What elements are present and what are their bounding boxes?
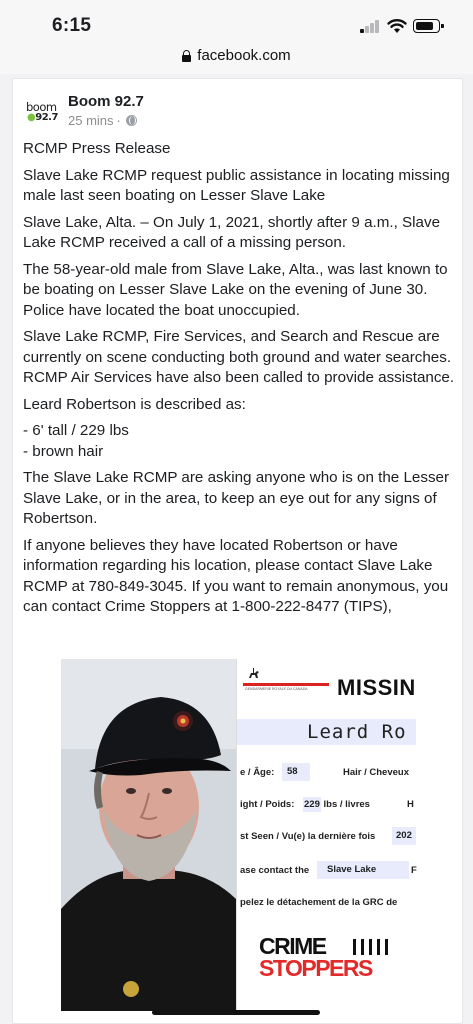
poster-contact-extra: F (411, 865, 417, 876)
post-paragraph: Slave Lake RCMP, Fire Services, and Search and Rescue are currently on scene conducting both ground and water searches. RCMP Air Services have also been called to provide assistance. (23, 328, 455, 386)
post-paragraph: If anyone believes they have located Robertson or have information regarding his location, please contact Slave Lake RCMP at 780-849-3045. If you want to remain anonymous, you can contact Crime Stoppers at 1-800-222-8477 (TIPS), (23, 536, 449, 615)
poster-weight-label: ight / Poids: (240, 799, 295, 810)
poster-last-seen-value: 202 (392, 827, 416, 845)
poster-title: MISSIN (337, 675, 416, 700)
poster-hair-label: Hair / Cheveux (343, 767, 409, 778)
globe-icon (126, 115, 137, 126)
poster-contact-value: Slave Lake (317, 861, 409, 879)
poster-name: Leard Ro (307, 721, 407, 743)
post-paragraph: Leard Robertson is described as: (23, 395, 246, 413)
crime-stoppers-logo-top: CRIME (259, 933, 326, 959)
page-name-link[interactable]: Boom 92.7 (68, 93, 144, 110)
post-paragraph: The 58-year-old male from Slave Lake, Alta., was last known to be boating on Lesser Slave Lake on the evening of June 30. Police have located the boat unoccupied. (23, 260, 448, 319)
post-paragraph: The Slave Lake RCMP are asking anyone who is on the Lesser Slave Lake, or in the area, to keep an eye out for any signs of Robertson. (23, 469, 450, 527)
missing-poster (236, 659, 415, 1011)
poster-age-label: e / Âge: (240, 767, 275, 778)
poster-contact-label: ase contact the (240, 865, 310, 876)
cellular-signal-icon (360, 20, 380, 33)
poster-weight-field (303, 799, 370, 810)
status-time: 6:15 (52, 15, 92, 36)
poster-name-band (237, 719, 416, 745)
poster-weight-value: 229 (304, 799, 320, 810)
avatar-logo-word: boom (26, 100, 57, 114)
crime-stoppers-bars-icon (349, 939, 393, 955)
post-paragraph: Slave Lake RCMP request public assistance in locating missing male last seen boating on Lesser Slave Lake (23, 166, 450, 204)
post-image[interactable] (61, 659, 415, 1011)
poster-last-seen-label: st Seen / Vu(e) la dernière fois (240, 831, 376, 842)
description-item: - brown hair (23, 442, 104, 460)
post-paragraph: RCMP Press Release (23, 140, 171, 157)
poster-age-value: 58 (282, 763, 310, 781)
post-paragraph: Slave Lake, Alta. – On July 1, 2021, shortly after 9 a.m., Slave Lake RCMP received a call of a missing person. (23, 213, 441, 251)
rcmp-rider-icon (247, 667, 261, 681)
url-text[interactable]: facebook.com (197, 47, 291, 64)
wifi-icon (387, 18, 407, 34)
rcmp-org-text: GENDARMERIE ROYALE DU CANADA (245, 687, 308, 691)
page-avatar[interactable] (23, 95, 59, 131)
avatar-logo-number: ●92.7 (27, 112, 58, 123)
meta-separator: · (116, 113, 121, 128)
browser-url-bar[interactable] (0, 44, 473, 74)
post-body (23, 139, 455, 624)
post-meta (68, 113, 137, 128)
post-header (23, 93, 452, 133)
status-bar (0, 0, 473, 44)
poster-grc-label: pelez le détachement de la GRC de (240, 897, 398, 908)
lock-icon (182, 50, 191, 61)
post-timestamp[interactable]: 25 mins (68, 113, 114, 128)
poster-weight-unit: lbs / livres (323, 799, 370, 810)
rcmp-banner (243, 683, 329, 693)
poster-weight-extra: H (407, 799, 414, 810)
post-card (12, 78, 463, 1024)
crime-stoppers-logo-bottom: STOPPERS (259, 955, 372, 981)
battery-icon (413, 19, 440, 33)
description-item: - 6' tall / 229 lbs (23, 422, 129, 439)
missing-person-photo (61, 659, 236, 1011)
home-indicator[interactable] (152, 1010, 320, 1015)
